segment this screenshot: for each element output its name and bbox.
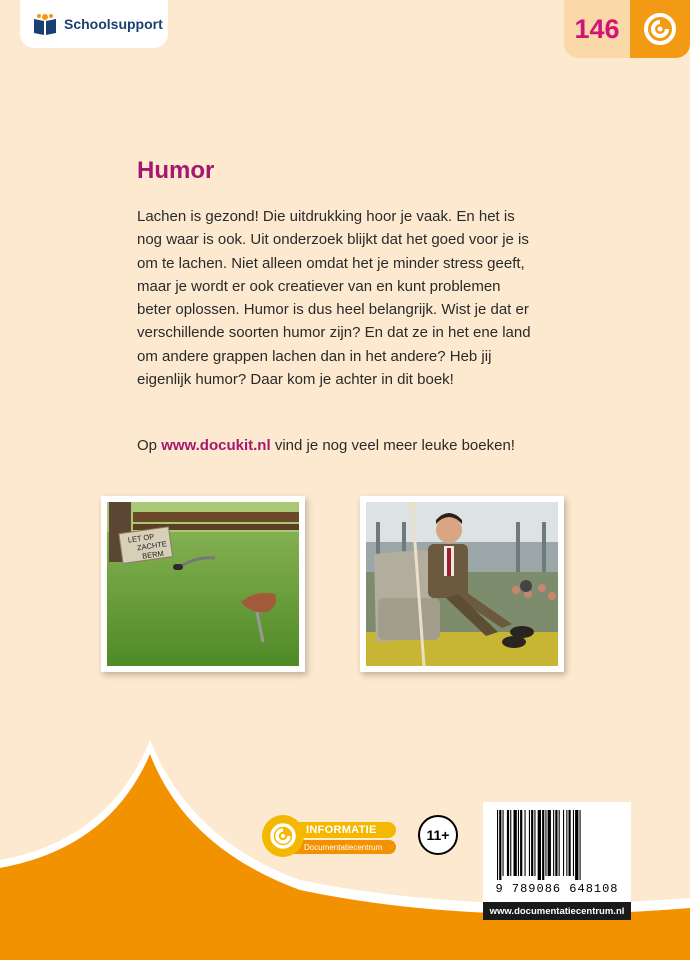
barcode-bar (507, 810, 509, 876)
barcode-bar (575, 810, 578, 880)
barcode-bar (566, 810, 567, 876)
informatie-label: INFORMATIE (306, 824, 377, 836)
website-line (137, 437, 515, 454)
link-prefix: Op (137, 437, 158, 454)
barcode-bar (534, 810, 535, 876)
swirl-badge (630, 0, 690, 58)
barcode-bar (520, 810, 522, 876)
informatie-label-bar (292, 822, 396, 838)
barcode-bar (573, 810, 574, 876)
book-icon (32, 11, 58, 37)
barcode-bar (518, 810, 519, 876)
barcode-bar (569, 810, 571, 876)
barcode-bar (499, 810, 501, 880)
barcode-bar (559, 810, 560, 876)
informatie-sub: Documentatiecentrum (304, 842, 383, 852)
barcode-bar (555, 810, 557, 876)
barcode-bar (529, 810, 530, 876)
barcode-bar (563, 810, 564, 876)
barcode-bar (542, 810, 544, 880)
swirl-icon (262, 815, 304, 857)
barcode-bar (525, 810, 526, 876)
informatie-logo (262, 815, 398, 857)
sign-text-1: LET OP (127, 531, 155, 545)
publisher-logo[interactable] (20, 0, 168, 48)
barcode-bar (531, 810, 533, 876)
informatie-sub-bar (292, 840, 396, 854)
barcode-bar (538, 810, 541, 880)
sign-text-3: BERM (141, 548, 165, 561)
barcode-bar (580, 810, 581, 880)
photo-man-on-chair (360, 496, 564, 672)
swirl-icon (643, 12, 677, 46)
barcode-bar (545, 810, 546, 876)
website-bar[interactable] (483, 902, 631, 920)
publisher-name: Schoolsupport (64, 16, 163, 32)
docukit-link[interactable]: www.docukit.nl (161, 437, 271, 454)
barcode-bar (553, 810, 554, 876)
barcode-bar (514, 810, 517, 876)
barcode-bars (483, 802, 631, 882)
barcode (483, 802, 631, 902)
barcode-bar (503, 810, 504, 876)
sign-text-2: ZACHTE (136, 539, 168, 553)
series-number-badge (564, 0, 630, 58)
link-suffix: vind je nog veel meer leuke boeken! (274, 437, 515, 454)
barcode-bar (497, 810, 498, 880)
barcode-bar (510, 810, 511, 876)
age-rating-badge: 11+ (418, 815, 458, 855)
website-url[interactable]: www.documentatiecentrum.nl (489, 905, 625, 917)
barcode-bar (548, 810, 551, 876)
isbn-number: 9 789086 648108 (495, 882, 619, 896)
blurb-text: Lachen is gezond! Die uitdrukking hoor je vaak. En het is nog waar is ook. Uit onderzoek blijkt dat het goed voor je is om te lachen. Niet alleen omdat het je minder stress geeft, maar je wordt er ook creatiever van en kunt problemen beter oplossen. Humor is dus heel belangrijk. Wist je dat er verschillende soorten humor zijn? En dat ze in het ene land om andere grappen lachen dan in het andere? Heb jij eigenlijk humor? Daar kom je achter in dit boek! (137, 208, 531, 389)
photo-bike-in-grass (101, 496, 305, 672)
series-number: 146 (574, 13, 620, 44)
page-title: Humor (137, 157, 215, 184)
